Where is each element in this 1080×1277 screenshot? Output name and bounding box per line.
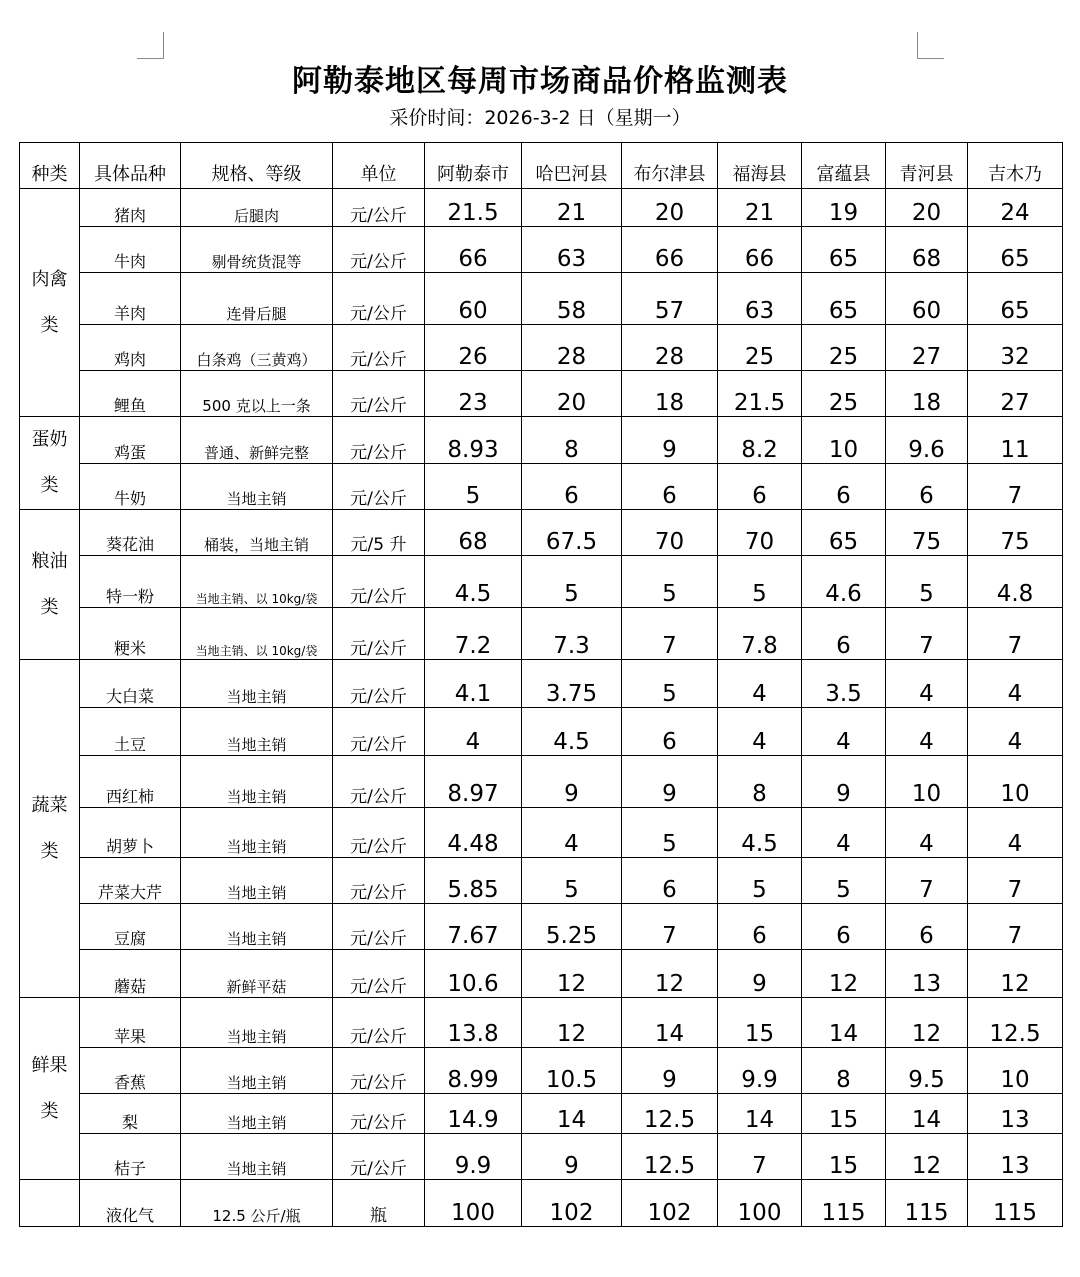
price-cell: 5 bbox=[886, 556, 968, 608]
table-row bbox=[20, 1134, 1063, 1180]
price-cell: 4.8 bbox=[968, 556, 1063, 608]
price-cell: 70 bbox=[622, 510, 718, 556]
price-cell: 115 bbox=[802, 1180, 886, 1227]
price-cell: 25 bbox=[718, 325, 802, 371]
item-name-cell: 液化气 bbox=[80, 1180, 181, 1227]
price-cell: 18 bbox=[886, 371, 968, 417]
price-cell: 9 bbox=[718, 950, 802, 998]
item-name-cell: 苹果 bbox=[80, 998, 181, 1048]
price-cell: 12 bbox=[522, 950, 622, 998]
price-cell: 9 bbox=[522, 756, 622, 808]
item-name-cell: 特一粉 bbox=[80, 556, 181, 608]
table-row bbox=[20, 998, 1063, 1048]
price-cell: 7 bbox=[886, 858, 968, 904]
unit-cell: 元/公斤 bbox=[333, 660, 425, 708]
price-cell: 8.93 bbox=[425, 417, 522, 464]
price-cell: 14 bbox=[802, 998, 886, 1048]
price-cell: 10.6 bbox=[425, 950, 522, 998]
category-label: 粮油类 bbox=[31, 550, 68, 618]
price-cell: 12 bbox=[622, 950, 718, 998]
price-cell: 57 bbox=[622, 273, 718, 325]
price-cell: 7 bbox=[886, 608, 968, 660]
price-cell: 6 bbox=[886, 463, 968, 510]
price-cell: 4 bbox=[886, 808, 968, 858]
spec-cell: 后腿肉 bbox=[181, 189, 333, 227]
spec-cell: 当地主销、以 10kg/袋 bbox=[181, 556, 333, 608]
column-header: 种类 bbox=[20, 143, 80, 189]
spec-cell: 当地主销 bbox=[181, 463, 333, 510]
price-cell: 6 bbox=[522, 463, 622, 510]
price-cell: 58 bbox=[522, 273, 622, 325]
price-cell: 9.9 bbox=[718, 1048, 802, 1094]
table-row bbox=[20, 708, 1063, 756]
unit-cell: 元/公斤 bbox=[333, 371, 425, 417]
price-cell: 20 bbox=[522, 371, 622, 417]
price-cell: 21 bbox=[522, 189, 622, 227]
price-cell: 8.2 bbox=[718, 417, 802, 464]
table-row bbox=[20, 808, 1063, 858]
column-header: 福海县 bbox=[718, 143, 802, 189]
table-header-row bbox=[20, 143, 1063, 189]
price-cell: 7.8 bbox=[718, 608, 802, 660]
spec-cell: 当地主销 bbox=[181, 660, 333, 708]
table-row bbox=[20, 510, 1063, 556]
price-cell: 4 bbox=[886, 660, 968, 708]
unit-cell: 元/公斤 bbox=[333, 325, 425, 371]
price-cell: 10 bbox=[968, 1048, 1063, 1094]
category-cell bbox=[20, 510, 80, 660]
item-name-cell: 大白菜 bbox=[80, 660, 181, 708]
spec-cell: 当地主销 bbox=[181, 998, 333, 1048]
price-cell: 5 bbox=[802, 858, 886, 904]
spec-cell: 当地主销 bbox=[181, 1134, 333, 1180]
price-cell: 65 bbox=[802, 273, 886, 325]
price-cell: 9 bbox=[622, 1048, 718, 1094]
price-cell: 100 bbox=[425, 1180, 522, 1227]
price-cell: 63 bbox=[718, 273, 802, 325]
price-cell: 13.8 bbox=[425, 998, 522, 1048]
price-cell: 5 bbox=[622, 556, 718, 608]
unit-cell: 元/公斤 bbox=[333, 1094, 425, 1134]
spec-cell: 当地主销 bbox=[181, 904, 333, 950]
table-row bbox=[20, 556, 1063, 608]
price-cell: 8.97 bbox=[425, 756, 522, 808]
price-cell: 7 bbox=[968, 904, 1063, 950]
price-cell: 4 bbox=[802, 808, 886, 858]
price-cell: 4.5 bbox=[425, 556, 522, 608]
price-cell: 8 bbox=[802, 1048, 886, 1094]
item-name-cell: 鸡肉 bbox=[80, 325, 181, 371]
table-row bbox=[20, 417, 1063, 464]
unit-cell: 元/公斤 bbox=[333, 1048, 425, 1094]
price-cell: 4 bbox=[968, 708, 1063, 756]
item-name-cell: 鲤鱼 bbox=[80, 371, 181, 417]
spec-cell: 12.5 公斤/瓶 bbox=[181, 1180, 333, 1227]
price-cell: 9 bbox=[802, 756, 886, 808]
spec-cell: 当地主销 bbox=[181, 708, 333, 756]
price-cell: 12 bbox=[802, 950, 886, 998]
item-name-cell: 芹菜大芹 bbox=[80, 858, 181, 904]
price-cell: 5.85 bbox=[425, 858, 522, 904]
column-header: 规格、等级 bbox=[181, 143, 333, 189]
price-cell: 4 bbox=[522, 808, 622, 858]
unit-cell: 元/公斤 bbox=[333, 1134, 425, 1180]
price-cell: 65 bbox=[968, 273, 1063, 325]
price-cell: 12 bbox=[522, 998, 622, 1048]
item-name-cell: 牛奶 bbox=[80, 463, 181, 510]
table-row bbox=[20, 756, 1063, 808]
price-cell: 4.1 bbox=[425, 660, 522, 708]
price-cell: 10 bbox=[968, 756, 1063, 808]
price-cell: 115 bbox=[886, 1180, 968, 1227]
spec-cell: 当地主销、以 10kg/袋 bbox=[181, 608, 333, 660]
table-row bbox=[20, 608, 1063, 660]
price-cell: 7 bbox=[968, 608, 1063, 660]
column-header: 富蕴县 bbox=[802, 143, 886, 189]
item-name-cell: 粳米 bbox=[80, 608, 181, 660]
price-cell: 10.5 bbox=[522, 1048, 622, 1094]
price-cell: 6 bbox=[802, 904, 886, 950]
price-cell: 6 bbox=[886, 904, 968, 950]
unit-cell: 元/公斤 bbox=[333, 227, 425, 273]
table-row bbox=[20, 660, 1063, 708]
spec-cell: 当地主销 bbox=[181, 1094, 333, 1134]
item-name-cell: 蘑菇 bbox=[80, 950, 181, 998]
price-cell: 66 bbox=[425, 227, 522, 273]
price-cell: 6 bbox=[718, 463, 802, 510]
price-cell: 4.5 bbox=[522, 708, 622, 756]
item-name-cell: 猪肉 bbox=[80, 189, 181, 227]
item-name-cell: 桔子 bbox=[80, 1134, 181, 1180]
price-cell: 14 bbox=[622, 998, 718, 1048]
column-header: 布尔津县 bbox=[622, 143, 718, 189]
price-cell: 68 bbox=[886, 227, 968, 273]
unit-cell: 元/5 升 bbox=[333, 510, 425, 556]
table-row bbox=[20, 325, 1063, 371]
item-name-cell: 鸡蛋 bbox=[80, 417, 181, 464]
price-cell: 8 bbox=[718, 756, 802, 808]
item-name-cell: 土豆 bbox=[80, 708, 181, 756]
unit-cell: 元/公斤 bbox=[333, 858, 425, 904]
item-name-cell: 羊肉 bbox=[80, 273, 181, 325]
price-cell: 6 bbox=[802, 463, 886, 510]
price-cell: 12 bbox=[968, 950, 1063, 998]
price-cell: 28 bbox=[622, 325, 718, 371]
unit-cell: 瓶 bbox=[333, 1180, 425, 1227]
price-cell: 5 bbox=[718, 556, 802, 608]
price-cell: 3.5 bbox=[802, 660, 886, 708]
price-cell: 23 bbox=[425, 371, 522, 417]
unit-cell: 元/公斤 bbox=[333, 463, 425, 510]
unit-cell: 元/公斤 bbox=[333, 556, 425, 608]
item-name-cell: 牛肉 bbox=[80, 227, 181, 273]
price-cell: 4 bbox=[968, 660, 1063, 708]
category-cell bbox=[20, 189, 80, 417]
price-cell: 5 bbox=[622, 808, 718, 858]
column-header: 青河县 bbox=[886, 143, 968, 189]
price-cell: 8.99 bbox=[425, 1048, 522, 1094]
price-cell: 65 bbox=[802, 227, 886, 273]
item-name-cell: 胡萝卜 bbox=[80, 808, 181, 858]
category-cell bbox=[20, 660, 80, 998]
price-cell: 65 bbox=[802, 510, 886, 556]
price-cell: 12.5 bbox=[622, 1094, 718, 1134]
price-cell: 66 bbox=[622, 227, 718, 273]
price-cell: 5 bbox=[718, 858, 802, 904]
price-cell: 19 bbox=[802, 189, 886, 227]
table-row bbox=[20, 1094, 1063, 1134]
table-row bbox=[20, 904, 1063, 950]
spec-cell: 新鲜平菇 bbox=[181, 950, 333, 998]
price-cell: 13 bbox=[968, 1094, 1063, 1134]
price-cell: 24 bbox=[968, 189, 1063, 227]
price-cell: 5 bbox=[425, 463, 522, 510]
price-cell: 4 bbox=[886, 708, 968, 756]
collection-date: 采价时间：2026-3-2 日（星期一） bbox=[389, 107, 691, 129]
category-label: 蔬菜类 bbox=[31, 794, 68, 862]
table-row bbox=[20, 227, 1063, 273]
column-header: 哈巴河县 bbox=[522, 143, 622, 189]
price-cell: 5.25 bbox=[522, 904, 622, 950]
column-header: 单位 bbox=[333, 143, 425, 189]
category-cell bbox=[20, 998, 80, 1180]
price-cell: 10 bbox=[886, 756, 968, 808]
price-cell: 12 bbox=[886, 998, 968, 1048]
table-row bbox=[20, 1048, 1063, 1094]
table-row bbox=[20, 189, 1063, 227]
price-cell: 65 bbox=[968, 227, 1063, 273]
price-cell: 21.5 bbox=[425, 189, 522, 227]
price-cell: 7.67 bbox=[425, 904, 522, 950]
price-cell: 10 bbox=[802, 417, 886, 464]
price-cell: 13 bbox=[968, 1134, 1063, 1180]
spec-cell: 剔骨统货混等 bbox=[181, 227, 333, 273]
price-cell: 7.2 bbox=[425, 608, 522, 660]
price-cell: 13 bbox=[886, 950, 968, 998]
price-cell: 5 bbox=[622, 660, 718, 708]
spec-cell: 普通、新鲜完整 bbox=[181, 417, 333, 464]
table-row bbox=[20, 371, 1063, 417]
unit-cell: 元/公斤 bbox=[333, 950, 425, 998]
table-row bbox=[20, 950, 1063, 998]
column-header: 具体品种 bbox=[80, 143, 181, 189]
price-cell: 26 bbox=[425, 325, 522, 371]
unit-cell: 元/公斤 bbox=[333, 708, 425, 756]
spec-cell: 当地主销 bbox=[181, 756, 333, 808]
category-label: 蛋奶类 bbox=[31, 429, 68, 496]
unit-cell: 元/公斤 bbox=[333, 273, 425, 325]
item-name-cell: 豆腐 bbox=[80, 904, 181, 950]
price-cell: 12.5 bbox=[968, 998, 1063, 1048]
price-cell: 6 bbox=[622, 708, 718, 756]
unit-cell: 元/公斤 bbox=[333, 904, 425, 950]
price-cell: 28 bbox=[522, 325, 622, 371]
spec-cell: 当地主销 bbox=[181, 808, 333, 858]
price-cell: 15 bbox=[802, 1134, 886, 1180]
price-cell: 7 bbox=[718, 1134, 802, 1180]
price-cell: 15 bbox=[718, 998, 802, 1048]
item-name-cell: 香蕉 bbox=[80, 1048, 181, 1094]
price-cell: 4.6 bbox=[802, 556, 886, 608]
price-cell: 4 bbox=[718, 660, 802, 708]
price-cell: 9 bbox=[522, 1134, 622, 1180]
price-cell: 9.6 bbox=[886, 417, 968, 464]
spec-cell: 连骨后腿 bbox=[181, 273, 333, 325]
price-cell: 6 bbox=[802, 608, 886, 660]
unit-cell: 元/公斤 bbox=[333, 608, 425, 660]
price-cell: 60 bbox=[425, 273, 522, 325]
price-cell: 21 bbox=[718, 189, 802, 227]
spec-cell: 白条鸡（三黄鸡） bbox=[181, 325, 333, 371]
price-cell: 9 bbox=[622, 417, 718, 464]
price-cell: 14 bbox=[886, 1094, 968, 1134]
item-name-cell: 西红柿 bbox=[80, 756, 181, 808]
spec-cell: 桶装，当地主销 bbox=[181, 510, 333, 556]
price-cell: 67.5 bbox=[522, 510, 622, 556]
price-cell: 21.5 bbox=[718, 371, 802, 417]
price-cell: 5 bbox=[522, 556, 622, 608]
unit-cell: 元/公斤 bbox=[333, 808, 425, 858]
item-name-cell: 梨 bbox=[80, 1094, 181, 1134]
category-label: 肉禽类 bbox=[31, 268, 68, 336]
unit-cell: 元/公斤 bbox=[333, 189, 425, 227]
unit-cell: 元/公斤 bbox=[333, 417, 425, 464]
price-cell: 6 bbox=[718, 904, 802, 950]
price-cell: 12 bbox=[886, 1134, 968, 1180]
crop-mark-top-left bbox=[137, 32, 164, 59]
table-row bbox=[20, 858, 1063, 904]
price-cell: 7 bbox=[622, 904, 718, 950]
unit-cell: 元/公斤 bbox=[333, 756, 425, 808]
price-cell: 4 bbox=[718, 708, 802, 756]
spec-cell: 当地主销 bbox=[181, 1048, 333, 1094]
price-cell: 4 bbox=[425, 708, 522, 756]
price-cell: 20 bbox=[886, 189, 968, 227]
price-cell: 5 bbox=[522, 858, 622, 904]
price-cell: 4 bbox=[968, 808, 1063, 858]
price-cell: 15 bbox=[802, 1094, 886, 1134]
column-header: 阿勒泰市 bbox=[425, 143, 522, 189]
price-cell: 27 bbox=[968, 371, 1063, 417]
crop-mark-top-right bbox=[917, 32, 944, 59]
spec-cell: 当地主销 bbox=[181, 858, 333, 904]
price-cell: 102 bbox=[522, 1180, 622, 1227]
price-cell: 18 bbox=[622, 371, 718, 417]
price-cell: 7 bbox=[968, 463, 1063, 510]
price-cell: 20 bbox=[622, 189, 718, 227]
price-cell: 25 bbox=[802, 325, 886, 371]
price-cell: 25 bbox=[802, 371, 886, 417]
price-cell: 115 bbox=[968, 1180, 1063, 1227]
price-cell: 8 bbox=[522, 417, 622, 464]
price-cell: 7 bbox=[968, 858, 1063, 904]
price-cell: 7 bbox=[622, 608, 718, 660]
item-name-cell: 葵花油 bbox=[80, 510, 181, 556]
category-cell bbox=[20, 417, 80, 510]
table-row bbox=[20, 1180, 1063, 1227]
category-label: 鲜果类 bbox=[31, 1054, 68, 1122]
price-cell: 60 bbox=[886, 273, 968, 325]
column-header: 吉木乃 bbox=[968, 143, 1063, 189]
table-row bbox=[20, 463, 1063, 510]
price-cell: 63 bbox=[522, 227, 622, 273]
price-cell: 7.3 bbox=[522, 608, 622, 660]
price-cell: 6 bbox=[622, 463, 718, 510]
price-cell: 12.5 bbox=[622, 1134, 718, 1180]
price-cell: 70 bbox=[718, 510, 802, 556]
price-cell: 75 bbox=[968, 510, 1063, 556]
price-cell: 14 bbox=[718, 1094, 802, 1134]
unit-cell: 元/公斤 bbox=[333, 998, 425, 1048]
table-row bbox=[20, 273, 1063, 325]
price-cell: 14 bbox=[522, 1094, 622, 1134]
price-cell: 3.75 bbox=[522, 660, 622, 708]
price-cell: 14.9 bbox=[425, 1094, 522, 1134]
price-cell: 102 bbox=[622, 1180, 718, 1227]
price-cell: 32 bbox=[968, 325, 1063, 371]
price-cell: 9.9 bbox=[425, 1134, 522, 1180]
price-cell: 66 bbox=[718, 227, 802, 273]
category-cell bbox=[20, 1180, 80, 1227]
spec-cell: 500 克以上一条 bbox=[181, 371, 333, 417]
page-title: 阿勒泰地区每周市场商品价格监测表 bbox=[292, 64, 788, 99]
price-cell: 6 bbox=[622, 858, 718, 904]
price-cell: 4 bbox=[802, 708, 886, 756]
price-cell: 27 bbox=[886, 325, 968, 371]
price-cell: 9 bbox=[622, 756, 718, 808]
price-cell: 68 bbox=[425, 510, 522, 556]
price-cell: 100 bbox=[718, 1180, 802, 1227]
price-cell: 75 bbox=[886, 510, 968, 556]
price-cell: 4.5 bbox=[718, 808, 802, 858]
price-cell: 11 bbox=[968, 417, 1063, 464]
price-cell: 4.48 bbox=[425, 808, 522, 858]
price-table bbox=[19, 142, 1063, 1227]
price-cell: 9.5 bbox=[886, 1048, 968, 1094]
